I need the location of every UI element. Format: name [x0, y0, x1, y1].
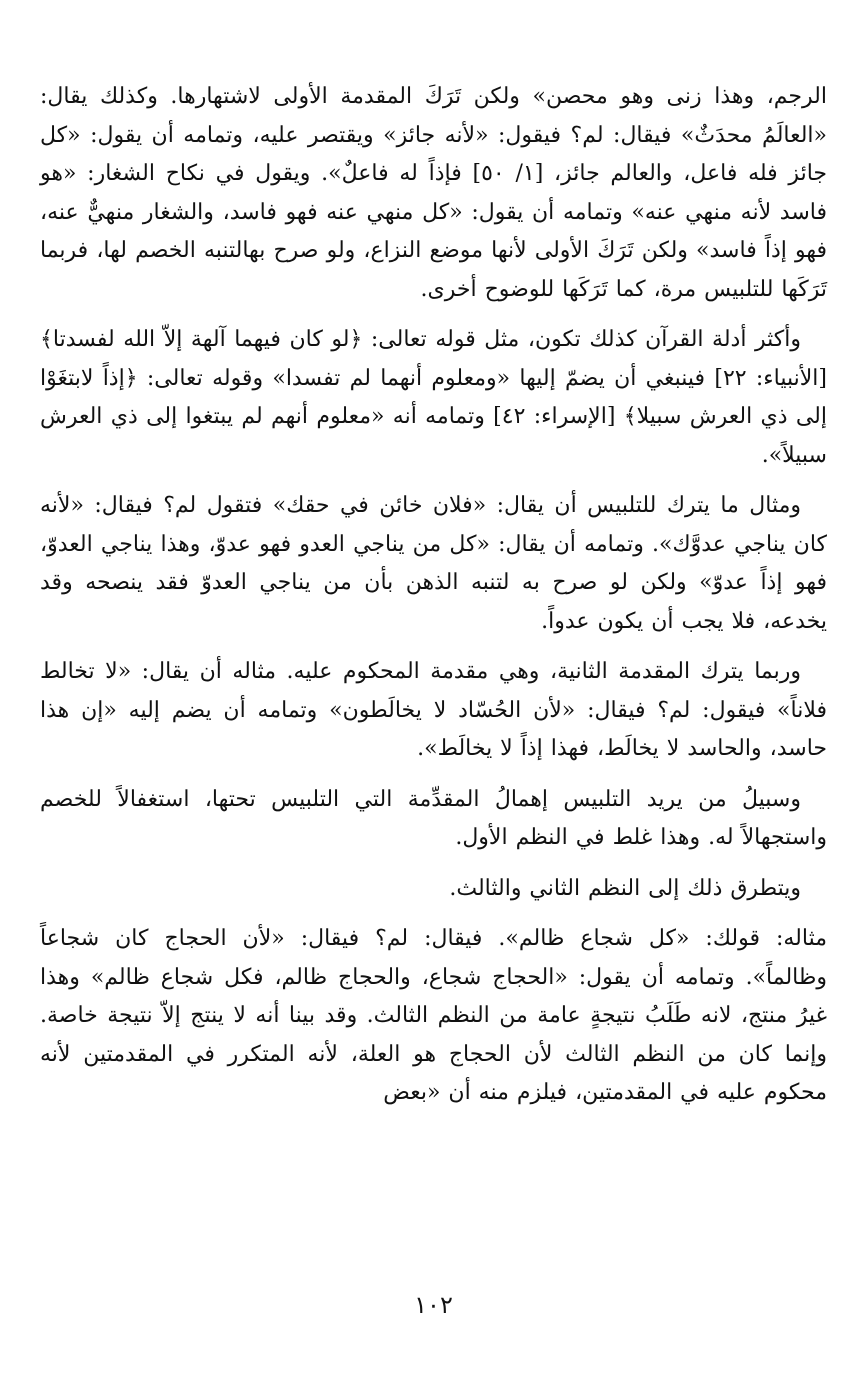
body-text	[40, 78, 827, 1113]
paragraph-7: مثاله: قولك: «كل شجاع ظالم». فيقال: لم؟ فيقال: «لأن الحجاج كان شجاعاً وظالماً». وتمامه أن يقول: «الحجاج شجاع، والحجاج ظالم، فكل شجاع ظالم» وهذا غيرُ منتج، لانه طَلَبُ نتيجةٍ عامة من النظم الثالث. وقد بينا أنه لا ينتج إلاّ نتيجة خاصة. وإنما كان من النظم الثالث لأن الحجاج هو العلة، لأنه المتكرر في المقدمتين لأنه محكوم عليه في المقدمتين، فيلزم منه أن «بعض	[40, 926, 827, 1105]
paragraph-1: الرجم، وهذا زنى وهو محصن» ولكن تَرَكَ المقدمة الأولى لاشتهارها. وكذلك يقال: «العالَمُ محدَثٌ» فيقال: لم؟ فيقول: «لأنه جائز» ويقتصر عليه، وتمامه أن يقول: «كل جائز فله فاعل، والعالم جائز، [١/ ٥٠] فإذاً له فاعلٌ». ويقول في نكاح الشغار: «هو فاسد لأنه منهي عنه» وتمامه أن يقول: «كل منهي عنه فهو فاسد، والشغار منهيٌّ عنه، فهو إذاً فاسد» ولكن تَرَكَ الأولى لأنها موضع النزاع، ولو صرح بهالتنبه الخصم لها، فربما تَرَكَها للتلبيس مرة، كما تَرَكَها للوضوح أخرى.	[40, 84, 827, 302]
paragraph-2: وأكثر أدلة القرآن كذلك تكون، مثل قوله تعالى: ﴿لو كان فيهما آلهة إلاّ الله لفسدتا﴾ [الأنبياء: ٢٢] فينبغي أن يضمّ إليها «ومعلوم أنهما لم تفسدا» وقوله تعالى: ﴿إذاً لابتغَوْا إلى ذي العرش سبيلا﴾ [الإسراء: ٤٢] وتمامه أنه «معلوم أنهم لم يبتغوا إلى ذي العرش سبيلاً».	[40, 327, 827, 468]
paragraph-5: وسبيلُ من يريد التلبيس إهمالُ المقدِّمة التي التلبيس تحتها، استغفالاً للخصم واستجهالاً له. وهذا غلط في النظم الأول.	[40, 786, 827, 850]
paragraph-6: ويتطرق ذلك إلى النظم الثاني والثالث.	[449, 875, 801, 901]
paragraph-3: ومثال ما يترك للتلبيس أن يقال: «فلان خائن في حقك» فتقول لم؟ فيقال: «لأنه كان يناجي عدوَّك». وتمامه أن يقال: «كل من يناجي العدو فهو عدوّ، وهذا يناجي العدوّ، فهو إذاً عدوّ» ولكن لو صرح به لتنبه الذهن بأن من يناجي العدوّ فقد ينصحه وقد يخدعه، فلا يجب أن يكون عدواً.	[40, 493, 827, 634]
page-number: ١٠٢	[414, 1291, 453, 1319]
paragraph-4: وربما يترك المقدمة الثانية، وهي مقدمة المحكوم عليه. مثاله أن يقال: «لا تخالط فلاناً» فيقول: لم؟ فيقال: «لأن الحُسّاد لا يخالَطون» وتمامه أن يضم إليه «إن هذا حاسد، والحاسد لا يخالَط، فهذا إذاً لا يخالَط».	[40, 659, 827, 761]
